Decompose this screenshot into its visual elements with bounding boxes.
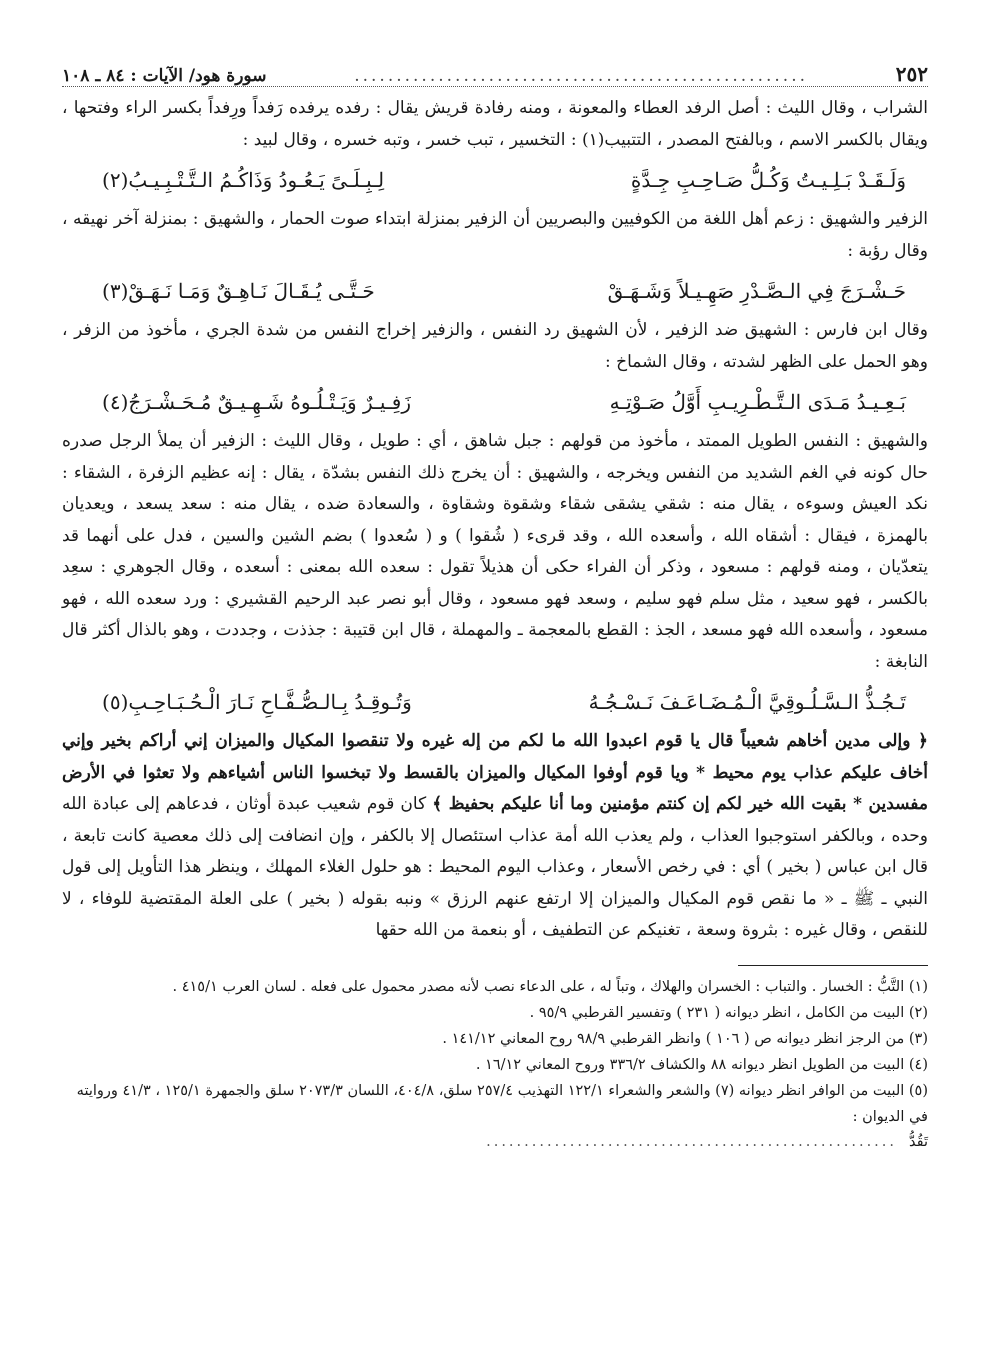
verse-3 <box>62 380 928 424</box>
quran-section <box>62 726 928 947</box>
footnote-5-continuation <box>62 1130 928 1154</box>
book-page <box>62 52 928 1154</box>
page-header <box>62 52 928 87</box>
footnote-tail-word: تَقُدُّ <box>909 1133 928 1150</box>
verse-4-first-hemistich: تَـجُـذُّ الـسَّـلُـوقِيَّ الْـمُـضَـاعَـفَ نَـسْـجُـهُ <box>588 690 906 714</box>
verse-4-second-hemistich: وَتُـوقِـدُ بِـالـصُّـفَّـاحِ نَـارَ الْـحُـبَـاحِـبِ(٥) <box>102 690 412 714</box>
verse-3-second-hemistich: زَفِـيـرٌ وَيَـتْـلُـوهُ شَـهِـيـقٌ مُـحَـشْـرَجُ(٤) <box>102 390 411 414</box>
verse-2-second-hemistich: حَـتَّـى يُـقَـالَ نَـاهِـقٌ وَمَـا نَـهَـقْ(٣) <box>102 279 375 303</box>
verse-2-first-hemistich: حَـشْـرَجَ فِي الـصَّـدْرِ صَهِـيـلاً وَشَـهَـقْ <box>607 279 906 303</box>
footnote-4: (٤) البيت من الطويل انظر ديوانه ٨٨ والكشاف ٣٣٦/٢ وروح المعاني ١٦/١٢ . <box>475 1056 928 1073</box>
footnote-2: (٢) البيت من الكامل ، انظر ديوانه ( ٢٣١ ) وتفسير القرطبي ٩٥/٩ . <box>529 1004 928 1021</box>
footnote-tail-dots: ...................................................... <box>486 1133 898 1150</box>
quran-passage: ﴿ وإلى مدين أخاهم شعيباً قال يا قوم اعبدوا الله ما لكم من إله غيره ولا تنقصوا المكيال والميزان إني أراكم بخير وإني أخاف عليكم عذاب يوم محيط * ويا قوم أوفوا المكيال والميزان بالقسط ولا تبخسوا الناس أشياءهم ولا تعثوا في الأرض مفسدين * بقيت الله خير لكم إن كنتم مؤمنين وما أنا عليكم بحفيظ ﴾ <box>62 731 928 814</box>
page-number: ٢٥٢ <box>895 62 928 86</box>
footnote-3: (٣) من الرجز انظر ديوانه ص ( ١٠٦ ) وانظر القرطبي ٩٨/٩ روح المعاني ١٤١/١٢ . <box>442 1030 928 1047</box>
verse-2 <box>62 269 928 313</box>
commentary: كان قوم شعيب عبدة أوثان ، فدعاهم إلى عبادة الله وحده ، وبالكفر استوجبوا العذاب ، ولم يعذب الله أمة عذاب استئصال إلا بالكفر ، وإن انضافت إلى ذلك معصية كانت تابعة ، قال ابن عباس ( بخير ) أي : في رخص الأسعار ، وعذاب اليوم المحيط : هو حلول الغلاء المهلك ، وينظر هذا التأويل إلى قول النبي ـ ﷺ ـ « ما نقص قوم المكيال والميزان إلا ارتفع عنهم الرزق » ونبه بقوله ( بخير ) على العلة المقتضية للوفاء ، لا للنقص ، وقال غيره : بثروة وسعة ، تغنيكم عن التطفيف ، أو بنعمة من الله حقها <box>62 794 928 940</box>
footnote-5: (٥) البيت من الوافر انظر ديوانه (٧) والشعر والشعراء ١٢٢/١ التهذيب ٢٥٧/٤ سلق، ٤٠٤/٨، اللسان ٢٠٧٣/٣ سلق والجمهرة ١٢٥/١ ، ٤١/٣ وروايته في الديوان : <box>76 1082 928 1125</box>
verse-1-second-hemistich: لِـبِـلَـىً يَـعُـودُ وَذَاكُـمُ الـتَّـتْـبِـيـبُ(٢) <box>102 168 385 192</box>
paragraph-3: وقال ابن فارس : الشهيق ضد الزفير ، لأن الشهيق رد النفس ، والزفير إخراج النفس من شدة الجري ، مأخوذ من الزفر ، وهو الحمل على الظهر لشدته ، وقال الشماخ : <box>62 320 928 372</box>
paragraph-4: والشهيق : النفس الطويل الممتد ، مأخوذ من قولهم : جبل شاهق ، أي : طويل ، وقال الليث : الزفير أن يملأ الرجل صدره حال كونه في الغم الشديد من النفس ويخرجه ، والشهيق : أن يخرج ذلك النفس بشدّة ، يقال : إنه عظيم الزفرة ، الشقاء : نكد العيش وسوءه ، يقال منه : شقي يشقى شقاء وشقوة وشقاوة ، والسعادة ضده ، يقال منه : سعد يسعد ، ويعديان بالهمزة ، فيقال : أشقاه الله ، وأسعده الله ، وقد قرىء ( شُقوا ) و ( سُعدوا ) بضم الشين والسين ، فدل على أنهما قد يتعدّيان ، ومنه قولهم : مسعود ، وذكر أن الفراء حكى أن هذيلاً تقول : سعده الله بمعنى : أسعده ، وقال الجوهري : سعِد بالكسر ، فهو سعيد ، مثل سلم فهو سليم ، وسعد فهو مسعود ، وقال أبو نصر عبد الرحيم القشيري : ورد سعده الله ، فهو مسعود ، وأسعده الله فهو مسعد ، الجذ : القطع بالمعجمة ـ والمهملة ، قال ابن قتيبة : جذذت ، وجددت ، وهو بالذال أكثر قال النابغة : <box>62 431 928 672</box>
paragraph-2: الزفير والشهيق : زعم أهل اللغة من الكوفيين والبصريين أن الزفير بمنزلة ابتداء صوت الحمار ، والشهيق : بمنزلة آخر نهيقه ، وقال رؤبة : <box>62 209 928 261</box>
header-dots: ...................................................... <box>354 66 809 86</box>
footnote-1: (١) التَّبُّ : الخسار . والتباب : الخسران والهلاك ، وتباً له ، على الدعاء نصب لأنه مصدر محمول على فعله . لسان العرب ٤١٥/١ . <box>172 978 928 995</box>
verse-1 <box>62 158 928 202</box>
running-title: سورة هود/ الآيات : ٨٤ ـ ١٠٨ <box>62 66 267 86</box>
verse-1-first-hemistich: وَلَـقَـدْ بَـلِـيـتُ وَكُـلُّ صَـاحِـبِ جِـدَّةٍ <box>630 168 906 192</box>
verse-4 <box>62 680 928 724</box>
footnote-separator <box>738 965 928 966</box>
paragraph-1: الشراب ، وقال الليث : أصل الرفد العطاء والمعونة ، ومنه رفادة قريش يقال : رفده يرفده رَفداً ورِفداً بكسر الراء وفتحها ، ويقال بالكسر الاسم ، وبالفتح المصدر ، التتبيب(١) : التخسير ، تبب خسر ، وتبه خسره ، وقال لبيد : <box>62 98 928 150</box>
verse-3-first-hemistich: بَـعِـيـدُ مَـدَى الـتَّـطْـرِيـبِ أَوَّلُ صَـوْتِـهِ <box>609 390 906 414</box>
